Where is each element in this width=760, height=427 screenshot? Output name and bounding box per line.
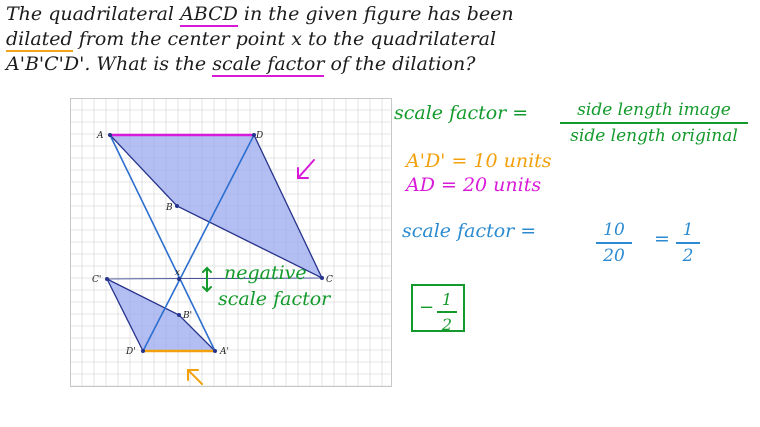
question-line-3 xyxy=(6,52,756,77)
vertex-d-prime xyxy=(141,349,145,353)
label-d: D xyxy=(256,131,264,141)
question-text-segment: The quadrilateral xyxy=(6,3,181,25)
annotation-negative: negative xyxy=(224,262,307,284)
formula-numerator: side length image xyxy=(577,100,731,120)
answer-numerator: 1 xyxy=(441,290,453,309)
label-b: B xyxy=(166,203,173,213)
calc-denominator: 20 xyxy=(603,246,625,266)
calc-lhs: scale factor = xyxy=(402,220,537,242)
vertex-c xyxy=(320,276,324,280)
a-prime-d-prime-length: A'D' = 10 units xyxy=(406,150,552,172)
answer-sign: − xyxy=(419,297,435,318)
formula-denominator: side length original xyxy=(570,126,738,146)
label-b-prime: B' xyxy=(183,311,193,321)
label-c: C xyxy=(326,275,333,285)
calc-fraction xyxy=(596,220,632,266)
simplified-denominator: 2 xyxy=(682,246,694,266)
vertex-b-prime xyxy=(177,313,181,317)
question-text-segment: from the center point x to the quadrilateral xyxy=(72,28,497,50)
answer-box xyxy=(411,284,465,332)
highlight-scale-factor: scale factor xyxy=(212,53,325,75)
label-a: A xyxy=(97,131,104,141)
formula-fraction xyxy=(560,100,748,146)
arrow-to-abcd-icon xyxy=(298,160,314,178)
annotation-scale-factor: scale factor xyxy=(218,288,331,310)
question-text-segment: A'B'C'D'. What is the xyxy=(6,53,213,75)
answer-fraction xyxy=(437,290,457,334)
vertex-a-prime xyxy=(213,349,217,353)
dilation-figure xyxy=(70,98,392,387)
label-center: x xyxy=(175,268,181,278)
label-a-prime: A' xyxy=(220,347,229,357)
simplified-fraction xyxy=(676,220,700,266)
question-text-segment: in the given figure has been xyxy=(237,3,514,25)
question-text xyxy=(6,2,756,77)
vertex-a xyxy=(108,133,112,137)
double-arrow-icon xyxy=(203,268,211,291)
vertex-b xyxy=(175,204,179,208)
vertex-c-prime xyxy=(105,277,109,281)
calc-equals: = xyxy=(654,228,670,250)
label-c-prime: C' xyxy=(92,275,102,285)
formula-lhs: scale factor = xyxy=(394,102,529,124)
simplified-numerator: 1 xyxy=(682,220,694,240)
calc-numerator: 10 xyxy=(603,220,625,240)
question-line-1 xyxy=(6,2,756,27)
question-text-segment: of the dilation? xyxy=(324,53,476,75)
label-d-prime: D' xyxy=(126,347,136,357)
answer-denominator: 2 xyxy=(441,315,453,334)
highlight-abcd: ABCD xyxy=(180,3,238,25)
ad-length: AD = 20 units xyxy=(406,174,542,196)
question-line-2 xyxy=(6,27,756,52)
highlight-dilated: dilated xyxy=(6,28,73,50)
